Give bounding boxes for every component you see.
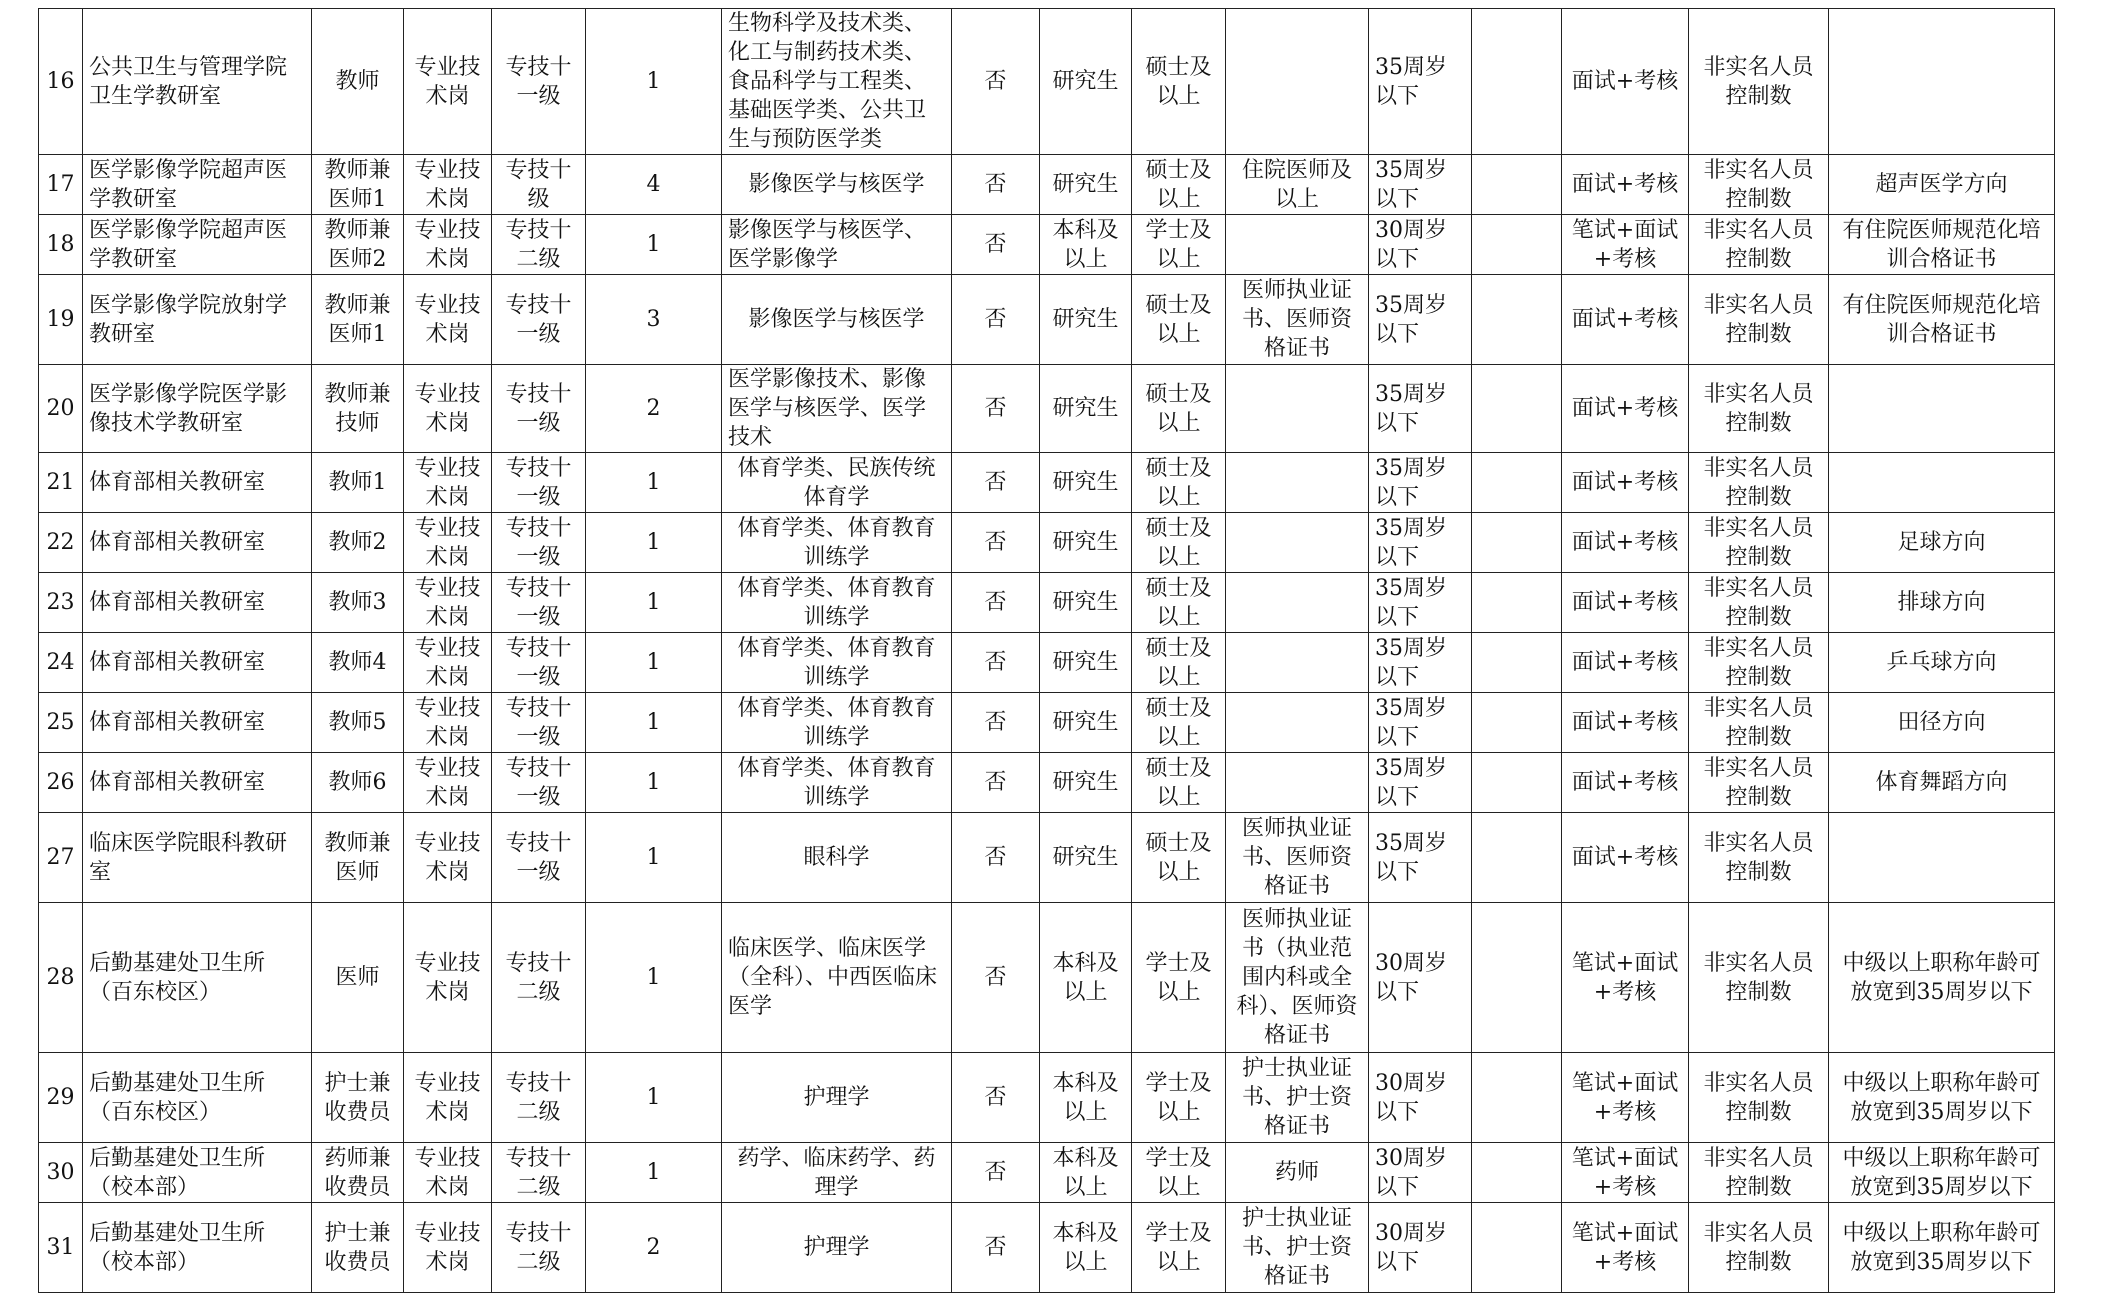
post-category-cell: 专业技术岗 xyxy=(404,693,492,753)
department-cell: 医学影像学院医学影像技术学教研室 xyxy=(83,365,312,453)
post-level-cell: 专技十二级 xyxy=(492,903,586,1053)
row-number-cell: 24 xyxy=(39,633,83,693)
post-level-cell: 专技十二级 xyxy=(492,1203,586,1293)
education-requirement-cell: 研究生 xyxy=(1040,693,1132,753)
age-requirement-cell: 35周岁以下 xyxy=(1369,633,1472,693)
exam-method-cell: 笔试+面试+考核 xyxy=(1562,215,1689,275)
exam-method-cell: 面试+考核 xyxy=(1562,275,1689,365)
certificate-requirement-cell xyxy=(1226,753,1369,813)
major-requirement-cell: 药学、临床药学、药理学 xyxy=(722,1143,952,1203)
age-requirement-cell: 30周岁以下 xyxy=(1369,1143,1472,1203)
education-requirement-cell: 研究生 xyxy=(1040,633,1132,693)
remarks-cell: 体育舞蹈方向 xyxy=(1829,753,2055,813)
exam-method-cell: 笔试+面试+考核 xyxy=(1562,903,1689,1053)
certificate-requirement-cell xyxy=(1226,453,1369,513)
degree-requirement-cell: 硕士及以上 xyxy=(1132,693,1226,753)
post-level-cell: 专技十一级 xyxy=(492,693,586,753)
department-cell: 体育部相关教研室 xyxy=(83,573,312,633)
post-category-cell: 专业技术岗 xyxy=(404,365,492,453)
post-name-cell: 护士兼收费员 xyxy=(312,1053,404,1143)
extra-requirement-cell xyxy=(1472,1143,1562,1203)
post-name-cell: 医师 xyxy=(312,903,404,1053)
staffing-type-cell: 非实名人员控制数 xyxy=(1689,215,1829,275)
major-requirement-cell: 影像医学与核医学、医学影像学 xyxy=(722,215,952,275)
outside-hire-flag-cell: 否 xyxy=(952,453,1040,513)
exam-method-cell: 面试+考核 xyxy=(1562,365,1689,453)
department-cell: 后勤基建处卫生所（校本部） xyxy=(83,1203,312,1293)
hiring-count-cell: 1 xyxy=(586,693,722,753)
post-name-cell: 药师兼收费员 xyxy=(312,1143,404,1203)
row-number-cell: 29 xyxy=(39,1053,83,1143)
remarks-cell xyxy=(1829,813,2055,903)
certificate-requirement-cell xyxy=(1226,513,1369,573)
remarks-cell: 中级以上职称年龄可放宽到35周岁以下 xyxy=(1829,1203,2055,1293)
row-number-cell: 27 xyxy=(39,813,83,903)
post-category-cell: 专业技术岗 xyxy=(404,215,492,275)
extra-requirement-cell xyxy=(1472,155,1562,215)
remarks-cell: 有住院医师规范化培训合格证书 xyxy=(1829,215,2055,275)
remarks-cell xyxy=(1829,9,2055,155)
certificate-requirement-cell xyxy=(1226,9,1369,155)
education-requirement-cell: 本科及以上 xyxy=(1040,1143,1132,1203)
department-cell: 公共卫生与管理学院卫生学教研室 xyxy=(83,9,312,155)
remarks-cell: 乒乓球方向 xyxy=(1829,633,2055,693)
extra-requirement-cell xyxy=(1472,753,1562,813)
exam-method-cell: 笔试+面试+考核 xyxy=(1562,1053,1689,1143)
staffing-type-cell: 非实名人员控制数 xyxy=(1689,753,1829,813)
extra-requirement-cell xyxy=(1472,573,1562,633)
hiring-count-cell: 1 xyxy=(586,453,722,513)
department-cell: 后勤基建处卫生所（百东校区） xyxy=(83,903,312,1053)
education-requirement-cell: 研究生 xyxy=(1040,275,1132,365)
certificate-requirement-cell: 医师执业证书、医师资格证书 xyxy=(1226,275,1369,365)
outside-hire-flag-cell: 否 xyxy=(952,573,1040,633)
post-name-cell: 教师兼医师1 xyxy=(312,155,404,215)
department-cell: 体育部相关教研室 xyxy=(83,753,312,813)
table-row xyxy=(39,573,2055,633)
staffing-type-cell: 非实名人员控制数 xyxy=(1689,275,1829,365)
degree-requirement-cell: 学士及以上 xyxy=(1132,1053,1226,1143)
table-row xyxy=(39,155,2055,215)
major-requirement-cell: 影像医学与核医学 xyxy=(722,155,952,215)
extra-requirement-cell xyxy=(1472,903,1562,1053)
major-requirement-cell: 医学影像技术、影像医学与核医学、医学技术 xyxy=(722,365,952,453)
post-level-cell: 专技十一级 xyxy=(492,753,586,813)
table-row xyxy=(39,513,2055,573)
extra-requirement-cell xyxy=(1472,9,1562,155)
degree-requirement-cell: 硕士及以上 xyxy=(1132,365,1226,453)
row-number-cell: 26 xyxy=(39,753,83,813)
age-requirement-cell: 35周岁以下 xyxy=(1369,513,1472,573)
post-name-cell: 教师1 xyxy=(312,453,404,513)
outside-hire-flag-cell: 否 xyxy=(952,813,1040,903)
department-cell: 医学影像学院超声医学教研室 xyxy=(83,155,312,215)
post-name-cell: 教师2 xyxy=(312,513,404,573)
table-row xyxy=(39,693,2055,753)
age-requirement-cell: 30周岁以下 xyxy=(1369,1203,1472,1293)
degree-requirement-cell: 学士及以上 xyxy=(1132,215,1226,275)
post-category-cell: 专业技术岗 xyxy=(404,633,492,693)
post-name-cell: 护士兼收费员 xyxy=(312,1203,404,1293)
remarks-cell xyxy=(1829,365,2055,453)
department-cell: 临床医学院眼科教研室 xyxy=(83,813,312,903)
extra-requirement-cell xyxy=(1472,633,1562,693)
outside-hire-flag-cell: 否 xyxy=(952,1203,1040,1293)
hiring-count-cell: 2 xyxy=(586,365,722,453)
major-requirement-cell: 体育学类、体育教育训练学 xyxy=(722,753,952,813)
certificate-requirement-cell: 住院医师及以上 xyxy=(1226,155,1369,215)
exam-method-cell: 面试+考核 xyxy=(1562,453,1689,513)
degree-requirement-cell: 学士及以上 xyxy=(1132,903,1226,1053)
age-requirement-cell: 35周岁以下 xyxy=(1369,9,1472,155)
row-number-cell: 28 xyxy=(39,903,83,1053)
outside-hire-flag-cell: 否 xyxy=(952,9,1040,155)
degree-requirement-cell: 硕士及以上 xyxy=(1132,453,1226,513)
degree-requirement-cell: 硕士及以上 xyxy=(1132,633,1226,693)
row-number-cell: 21 xyxy=(39,453,83,513)
certificate-requirement-cell xyxy=(1226,215,1369,275)
staffing-type-cell: 非实名人员控制数 xyxy=(1689,9,1829,155)
post-level-cell: 专技十一级 xyxy=(492,365,586,453)
post-level-cell: 专技十二级 xyxy=(492,1053,586,1143)
outside-hire-flag-cell: 否 xyxy=(952,155,1040,215)
post-name-cell: 教师兼医师 xyxy=(312,813,404,903)
education-requirement-cell: 研究生 xyxy=(1040,753,1132,813)
extra-requirement-cell xyxy=(1472,275,1562,365)
post-category-cell: 专业技术岗 xyxy=(404,1203,492,1293)
post-category-cell: 专业技术岗 xyxy=(404,903,492,1053)
post-level-cell: 专技十二级 xyxy=(492,215,586,275)
post-name-cell: 教师4 xyxy=(312,633,404,693)
hiring-count-cell: 1 xyxy=(586,633,722,693)
post-name-cell: 教师3 xyxy=(312,573,404,633)
education-requirement-cell: 本科及以上 xyxy=(1040,903,1132,1053)
age-requirement-cell: 30周岁以下 xyxy=(1369,903,1472,1053)
staffing-type-cell: 非实名人员控制数 xyxy=(1689,1203,1829,1293)
education-requirement-cell: 本科及以上 xyxy=(1040,215,1132,275)
major-requirement-cell: 生物科学及技术类、化工与制药技术类、食品科学与工程类、基础医学类、公共卫生与预防医学类 xyxy=(722,9,952,155)
major-requirement-cell: 体育学类、民族传统体育学 xyxy=(722,453,952,513)
certificate-requirement-cell: 医师执业证书（执业范围内科或全科）、医师资格证书 xyxy=(1226,903,1369,1053)
hiring-count-cell: 1 xyxy=(586,1053,722,1143)
hiring-count-cell: 1 xyxy=(586,513,722,573)
staffing-type-cell: 非实名人员控制数 xyxy=(1689,573,1829,633)
row-number-cell: 20 xyxy=(39,365,83,453)
outside-hire-flag-cell: 否 xyxy=(952,633,1040,693)
row-number-cell: 18 xyxy=(39,215,83,275)
education-requirement-cell: 研究生 xyxy=(1040,573,1132,633)
education-requirement-cell: 研究生 xyxy=(1040,453,1132,513)
education-requirement-cell: 研究生 xyxy=(1040,155,1132,215)
degree-requirement-cell: 硕士及以上 xyxy=(1132,513,1226,573)
post-name-cell: 教师5 xyxy=(312,693,404,753)
degree-requirement-cell: 硕士及以上 xyxy=(1132,573,1226,633)
post-name-cell: 教师6 xyxy=(312,753,404,813)
hiring-count-cell: 3 xyxy=(586,275,722,365)
major-requirement-cell: 体育学类、体育教育训练学 xyxy=(722,693,952,753)
exam-method-cell: 面试+考核 xyxy=(1562,813,1689,903)
outside-hire-flag-cell: 否 xyxy=(952,1053,1040,1143)
certificate-requirement-cell xyxy=(1226,693,1369,753)
post-category-cell: 专业技术岗 xyxy=(404,9,492,155)
age-requirement-cell: 30周岁以下 xyxy=(1369,215,1472,275)
staffing-type-cell: 非实名人员控制数 xyxy=(1689,513,1829,573)
post-category-cell: 专业技术岗 xyxy=(404,275,492,365)
age-requirement-cell: 35周岁以下 xyxy=(1369,693,1472,753)
certificate-requirement-cell: 药师 xyxy=(1226,1143,1369,1203)
hiring-count-cell: 2 xyxy=(586,1203,722,1293)
post-level-cell: 专技十级 xyxy=(492,155,586,215)
row-number-cell: 25 xyxy=(39,693,83,753)
row-number-cell: 31 xyxy=(39,1203,83,1293)
age-requirement-cell: 35周岁以下 xyxy=(1369,453,1472,513)
post-category-cell: 专业技术岗 xyxy=(404,813,492,903)
department-cell: 医学影像学院放射学教研室 xyxy=(83,275,312,365)
exam-method-cell: 面试+考核 xyxy=(1562,155,1689,215)
exam-method-cell: 笔试+面试+考核 xyxy=(1562,1143,1689,1203)
degree-requirement-cell: 硕士及以上 xyxy=(1132,9,1226,155)
table-row xyxy=(39,1203,2055,1293)
education-requirement-cell: 研究生 xyxy=(1040,513,1132,573)
post-category-cell: 专业技术岗 xyxy=(404,155,492,215)
row-number-cell: 16 xyxy=(39,9,83,155)
extra-requirement-cell xyxy=(1472,813,1562,903)
degree-requirement-cell: 硕士及以上 xyxy=(1132,155,1226,215)
extra-requirement-cell xyxy=(1472,513,1562,573)
major-requirement-cell: 体育学类、体育教育训练学 xyxy=(722,633,952,693)
outside-hire-flag-cell: 否 xyxy=(952,903,1040,1053)
outside-hire-flag-cell: 否 xyxy=(952,693,1040,753)
outside-hire-flag-cell: 否 xyxy=(952,513,1040,573)
department-cell: 医学影像学院超声医学教研室 xyxy=(83,215,312,275)
post-name-cell: 教师兼医师2 xyxy=(312,215,404,275)
post-level-cell: 专技十二级 xyxy=(492,1143,586,1203)
recruitment-table xyxy=(38,8,2055,1293)
hiring-count-cell: 4 xyxy=(586,155,722,215)
outside-hire-flag-cell: 否 xyxy=(952,215,1040,275)
certificate-requirement-cell: 护士执业证书、护士资格证书 xyxy=(1226,1203,1369,1293)
post-level-cell: 专技十一级 xyxy=(492,513,586,573)
post-level-cell: 专技十一级 xyxy=(492,633,586,693)
department-cell: 体育部相关教研室 xyxy=(83,633,312,693)
staffing-type-cell: 非实名人员控制数 xyxy=(1689,365,1829,453)
department-cell: 后勤基建处卫生所（百东校区） xyxy=(83,1053,312,1143)
table-row xyxy=(39,1053,2055,1143)
remarks-cell: 足球方向 xyxy=(1829,513,2055,573)
degree-requirement-cell: 硕士及以上 xyxy=(1132,813,1226,903)
remarks-cell: 田径方向 xyxy=(1829,693,2055,753)
certificate-requirement-cell: 医师执业证书、医师资格证书 xyxy=(1226,813,1369,903)
table-row xyxy=(39,813,2055,903)
education-requirement-cell: 本科及以上 xyxy=(1040,1203,1132,1293)
post-name-cell: 教师兼医师1 xyxy=(312,275,404,365)
remarks-cell: 中级以上职称年龄可放宽到35周岁以下 xyxy=(1829,1143,2055,1203)
table-row xyxy=(39,903,2055,1053)
table-row xyxy=(39,453,2055,513)
education-requirement-cell: 研究生 xyxy=(1040,813,1132,903)
post-category-cell: 专业技术岗 xyxy=(404,1053,492,1143)
hiring-count-cell: 1 xyxy=(586,1143,722,1203)
hiring-count-cell: 1 xyxy=(586,573,722,633)
row-number-cell: 17 xyxy=(39,155,83,215)
post-level-cell: 专技十一级 xyxy=(492,453,586,513)
remarks-cell: 超声医学方向 xyxy=(1829,155,2055,215)
hiring-count-cell: 1 xyxy=(586,813,722,903)
remarks-cell xyxy=(1829,453,2055,513)
exam-method-cell: 笔试+面试+考核 xyxy=(1562,1203,1689,1293)
department-cell: 体育部相关教研室 xyxy=(83,693,312,753)
exam-method-cell: 面试+考核 xyxy=(1562,693,1689,753)
staffing-type-cell: 非实名人员控制数 xyxy=(1689,155,1829,215)
table-row xyxy=(39,275,2055,365)
extra-requirement-cell xyxy=(1472,1203,1562,1293)
age-requirement-cell: 35周岁以下 xyxy=(1369,365,1472,453)
outside-hire-flag-cell: 否 xyxy=(952,275,1040,365)
age-requirement-cell: 35周岁以下 xyxy=(1369,813,1472,903)
row-number-cell: 30 xyxy=(39,1143,83,1203)
table-row xyxy=(39,365,2055,453)
hiring-count-cell: 1 xyxy=(586,9,722,155)
age-requirement-cell: 35周岁以下 xyxy=(1369,573,1472,633)
post-level-cell: 专技十一级 xyxy=(492,9,586,155)
table-row xyxy=(39,753,2055,813)
exam-method-cell: 面试+考核 xyxy=(1562,513,1689,573)
table-row xyxy=(39,215,2055,275)
post-category-cell: 专业技术岗 xyxy=(404,1143,492,1203)
extra-requirement-cell xyxy=(1472,365,1562,453)
education-requirement-cell: 本科及以上 xyxy=(1040,1053,1132,1143)
post-level-cell: 专技十一级 xyxy=(492,573,586,633)
hiring-count-cell: 1 xyxy=(586,903,722,1053)
staffing-type-cell: 非实名人员控制数 xyxy=(1689,813,1829,903)
age-requirement-cell: 30周岁以下 xyxy=(1369,1053,1472,1143)
certificate-requirement-cell xyxy=(1226,633,1369,693)
staffing-type-cell: 非实名人员控制数 xyxy=(1689,903,1829,1053)
age-requirement-cell: 35周岁以下 xyxy=(1369,275,1472,365)
extra-requirement-cell xyxy=(1472,693,1562,753)
post-category-cell: 专业技术岗 xyxy=(404,513,492,573)
staffing-type-cell: 非实名人员控制数 xyxy=(1689,1143,1829,1203)
education-requirement-cell: 研究生 xyxy=(1040,365,1132,453)
remarks-cell: 有住院医师规范化培训合格证书 xyxy=(1829,275,2055,365)
post-name-cell: 教师兼技师 xyxy=(312,365,404,453)
major-requirement-cell: 护理学 xyxy=(722,1203,952,1293)
exam-method-cell: 面试+考核 xyxy=(1562,633,1689,693)
department-cell: 体育部相关教研室 xyxy=(83,513,312,573)
department-cell: 后勤基建处卫生所（校本部） xyxy=(83,1143,312,1203)
degree-requirement-cell: 学士及以上 xyxy=(1132,1203,1226,1293)
certificate-requirement-cell xyxy=(1226,573,1369,633)
degree-requirement-cell: 硕士及以上 xyxy=(1132,275,1226,365)
table-body xyxy=(39,9,2055,1293)
age-requirement-cell: 35周岁以下 xyxy=(1369,155,1472,215)
outside-hire-flag-cell: 否 xyxy=(952,753,1040,813)
certificate-requirement-cell: 护士执业证书、护士资格证书 xyxy=(1226,1053,1369,1143)
extra-requirement-cell xyxy=(1472,453,1562,513)
hiring-count-cell: 1 xyxy=(586,753,722,813)
exam-method-cell: 面试+考核 xyxy=(1562,9,1689,155)
hiring-count-cell: 1 xyxy=(586,215,722,275)
extra-requirement-cell xyxy=(1472,215,1562,275)
age-requirement-cell: 35周岁以下 xyxy=(1369,753,1472,813)
staffing-type-cell: 非实名人员控制数 xyxy=(1689,693,1829,753)
major-requirement-cell: 护理学 xyxy=(722,1053,952,1143)
outside-hire-flag-cell: 否 xyxy=(952,1143,1040,1203)
post-category-cell: 专业技术岗 xyxy=(404,453,492,513)
post-level-cell: 专技十一级 xyxy=(492,813,586,903)
exam-method-cell: 面试+考核 xyxy=(1562,573,1689,633)
extra-requirement-cell xyxy=(1472,1053,1562,1143)
major-requirement-cell: 临床医学、临床医学（全科）、中西医临床医学 xyxy=(722,903,952,1053)
staffing-type-cell: 非实名人员控制数 xyxy=(1689,1053,1829,1143)
table-row xyxy=(39,9,2055,155)
staffing-type-cell: 非实名人员控制数 xyxy=(1689,633,1829,693)
remarks-cell: 中级以上职称年龄可放宽到35周岁以下 xyxy=(1829,903,2055,1053)
table-row xyxy=(39,633,2055,693)
remarks-cell: 中级以上职称年龄可放宽到35周岁以下 xyxy=(1829,1053,2055,1143)
major-requirement-cell: 影像医学与核医学 xyxy=(722,275,952,365)
staffing-type-cell: 非实名人员控制数 xyxy=(1689,453,1829,513)
table-row xyxy=(39,1143,2055,1203)
education-requirement-cell: 研究生 xyxy=(1040,9,1132,155)
degree-requirement-cell: 学士及以上 xyxy=(1132,1143,1226,1203)
exam-method-cell: 面试+考核 xyxy=(1562,753,1689,813)
remarks-cell: 排球方向 xyxy=(1829,573,2055,633)
post-name-cell: 教师 xyxy=(312,9,404,155)
major-requirement-cell: 体育学类、体育教育训练学 xyxy=(722,573,952,633)
major-requirement-cell: 体育学类、体育教育训练学 xyxy=(722,513,952,573)
row-number-cell: 19 xyxy=(39,275,83,365)
department-cell: 体育部相关教研室 xyxy=(83,453,312,513)
certificate-requirement-cell xyxy=(1226,365,1369,453)
row-number-cell: 23 xyxy=(39,573,83,633)
degree-requirement-cell: 硕士及以上 xyxy=(1132,753,1226,813)
major-requirement-cell: 眼科学 xyxy=(722,813,952,903)
row-number-cell: 22 xyxy=(39,513,83,573)
post-level-cell: 专技十一级 xyxy=(492,275,586,365)
outside-hire-flag-cell: 否 xyxy=(952,365,1040,453)
post-category-cell: 专业技术岗 xyxy=(404,753,492,813)
post-category-cell: 专业技术岗 xyxy=(404,573,492,633)
